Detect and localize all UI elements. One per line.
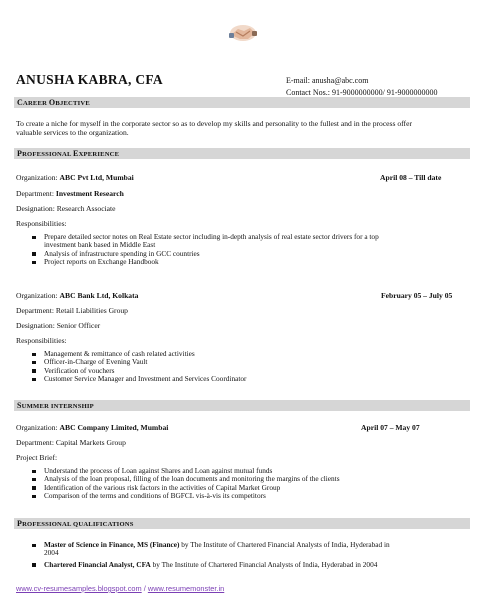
qualifications-bullet-list xyxy=(32,541,472,569)
footer-link-cv-resumesamples[interactable]: www.cv-resumesamples.blogspot.com xyxy=(16,584,142,593)
list-item: Analysis of the loan proposal, filling of the loan documents and monitoring the margins of the clients xyxy=(32,475,472,483)
job1-department: Department: Investment Research xyxy=(16,189,124,198)
internship-bullet-list xyxy=(32,467,472,501)
contact-block xyxy=(286,75,438,99)
email-line: E-mail: anusha@abc.com xyxy=(286,76,369,85)
career-objective-heading: CAREER OBJECTIVE xyxy=(14,97,470,108)
list-item: Chartered Financial Analyst, CFA by The Institute of Chartered Financial Analysts of India, Hyderabad in 2004 xyxy=(32,561,472,569)
internship-department: Department: Capital Markets Group xyxy=(16,438,126,447)
candidate-name: ANUSHA KABRA, CFA xyxy=(16,72,163,87)
summer-internship-heading: SUMMER INTERNSHIP xyxy=(14,400,470,411)
handshake-icon xyxy=(228,22,258,44)
list-item: Comparison of the terms and conditions of BGFCL vis-à-vis its competitors xyxy=(32,492,472,500)
internship-dates: April 07 – May 07 xyxy=(361,423,420,432)
job1-organization: Organization: ABC Pvt Ltd, Mumbai xyxy=(16,173,134,182)
list-item: Management & remittance of cash related activities xyxy=(32,350,472,358)
professional-experience-heading: PROFESSIONAL EXPERIENCE xyxy=(14,148,470,159)
job1-responsibilities-label: Responsibilities: xyxy=(16,219,67,228)
job1-designation: Designation: Research Associate xyxy=(16,204,116,213)
list-item: Master of Science in Finance, MS (Finance) by The Institute of Chartered Financial Analysts of India, Hyderabad in 2004 xyxy=(32,541,472,558)
job2-bullet-list xyxy=(32,350,472,384)
footer-separator: / xyxy=(141,584,148,593)
job2-designation: Designation: Senior Officer xyxy=(16,321,101,330)
career-objective-text: To create a niche for myself in the corporate sector so as to develop my skills and personality to the fullest and in the process offer valuable services to the organization. xyxy=(16,119,412,137)
list-item: Prepare detailed sector notes on Real Estate sector including in-depth analysis of real estate sector drivers for a top investment bank based in Middle East xyxy=(32,233,472,250)
professional-qualifications-heading: PROFESSIONAL QUALIFICATIONS xyxy=(14,518,470,529)
list-item: Officer-in-Charge of Evening Vault xyxy=(32,358,472,366)
internship-organization: Organization: ABC Company Limited, Mumbai xyxy=(16,423,169,432)
job2-organization: Organization: ABC Bank Ltd, Kolkata xyxy=(16,291,139,300)
job2-department: Department: Retail Liabilities Group xyxy=(16,306,128,315)
job1-dates: April 08 – Till date xyxy=(380,173,442,182)
list-item: Project reports on Exchange Handbook xyxy=(32,258,472,266)
list-item: Understand the process of Loan against Shares and Loan against mutual funds xyxy=(32,467,472,475)
job2-dates: February 05 – July 05 xyxy=(381,291,453,300)
job1-bullet-list xyxy=(32,233,472,267)
footer-link-resumemonster[interactable]: www.resumemonster.in xyxy=(147,584,225,593)
list-item: Analysis of infrastructure spending in GCC countries xyxy=(32,250,472,258)
project-brief-label: Project Brief: xyxy=(16,453,58,462)
list-item: Customer Service Manager and Investment and Services Coordinator xyxy=(32,375,472,383)
list-item: Identification of the various risk factors in the activities of Capital Market Group xyxy=(32,484,472,492)
job2-responsibilities-label: Responsibilities: xyxy=(16,336,67,345)
list-item: Verification of vouchers xyxy=(32,367,472,375)
footer-links xyxy=(16,584,224,593)
phone-line: Contact Nos.: 91-9000000000/ 91-9000000000 xyxy=(286,88,438,97)
